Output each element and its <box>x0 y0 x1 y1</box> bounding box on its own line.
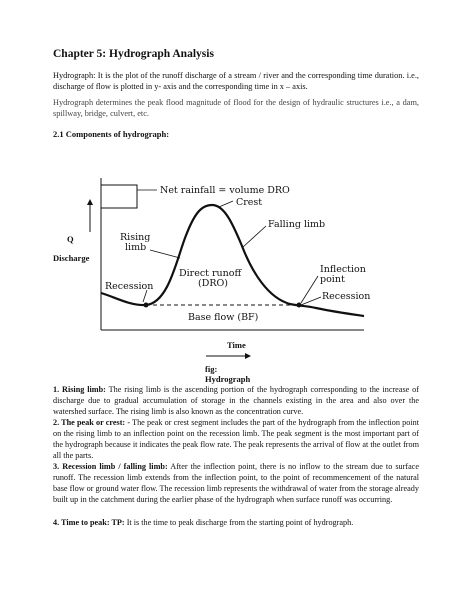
text-rising-limb: The rising limb is the ascending portion of the hydrograph corresponding to the increase of discharge due to gradual accumulation of storage in the channels existing in the area and also over the watershed surface. The rising limb is also known as the concentration curve. <box>53 385 419 416</box>
crest-pointer <box>219 201 233 207</box>
chapter-title: Chapter 5: Hydrograph Analysis <box>53 48 214 60</box>
direct-runoff-label: Direct runoff <box>179 268 242 279</box>
figure-caption: fig: Hydrograph <box>205 364 251 384</box>
text-recession-limb: After the inflection point, there is no inflow to the stream due to surface runoff. The recession limb extends from the inflection point, to the point of recommencement of the natural base flow or ground water flow. The recession limb represents the withdrawal of water from the storage already built up in the catchment during the earlier phase of the hydrograph when surface runoff was occurring. <box>53 462 419 504</box>
inflection-point-marker <box>297 303 302 308</box>
falling-limb-pointer <box>243 226 266 247</box>
description-time-to-peak <box>53 517 419 528</box>
base-flow-label: Base flow (BF) <box>188 312 259 323</box>
crest-label: Crest <box>236 197 263 208</box>
term-rising-limb: 1. Rising limb: <box>53 385 106 394</box>
recession-right-label: Recession <box>322 291 371 302</box>
intro-paragraph: Hydrograph: It is the plot of the runoff discharge of a stream / river and the corresponding time duration. i.e., discharge of flow is plotted in y- axis and the corresponding time in x – axis. <box>53 71 419 91</box>
description-rising-limb <box>53 384 419 417</box>
text-time-to-peak: It is the time to peak discharge from the starting point of hydrograph. <box>124 518 354 527</box>
y-axis-sublabel: Discharge <box>53 253 90 263</box>
text-peak: The peak or crest segment includes the part of the hydrograph from the inflection point on the rising limb to an inflection point on the recession limb. The peak segment is the most important part of the hydrograph because it indicates the peak flow rate. The peak represents the arrival of flow at the outlet from all the parts. <box>53 418 419 460</box>
net-rainfall-box <box>101 185 137 208</box>
section-title: 2.1 Components of hydrograph: <box>53 129 170 139</box>
rising-limb-label: Rising <box>120 232 151 243</box>
term-time-to-peak: 4. Time to peak: TP: <box>53 518 125 527</box>
direct-runoff-label-2: (DRO) <box>198 278 228 289</box>
inflection-label-2: point <box>320 274 345 285</box>
net-rainfall-label: Net rainfall = volume DRO <box>160 185 290 196</box>
y-axis-label: Q <box>67 234 74 244</box>
rising-limb-label-2: limb <box>125 242 147 253</box>
intro-paragraph-2: Hydrograph determines the peak flood magnitude of flood for the design of hydraulic structures i.e., a dam, spillway, bridge, culvert, etc. <box>53 98 419 118</box>
description-recession-limb <box>53 461 419 505</box>
description-peak <box>53 417 419 461</box>
inflection-label: Inflection <box>320 264 366 275</box>
recession-start-point <box>144 303 149 308</box>
term-peak: 2. The peak or crest: - <box>53 418 131 427</box>
term-recession-limb: 3. Recession limb / falling limb: <box>53 462 168 471</box>
x-axis-label: Time <box>227 340 246 350</box>
falling-limb-label: Falling limb <box>268 219 326 230</box>
component-descriptions <box>53 384 419 528</box>
rising-limb-pointer <box>150 250 180 258</box>
recession-left-label: Recession <box>105 281 154 292</box>
